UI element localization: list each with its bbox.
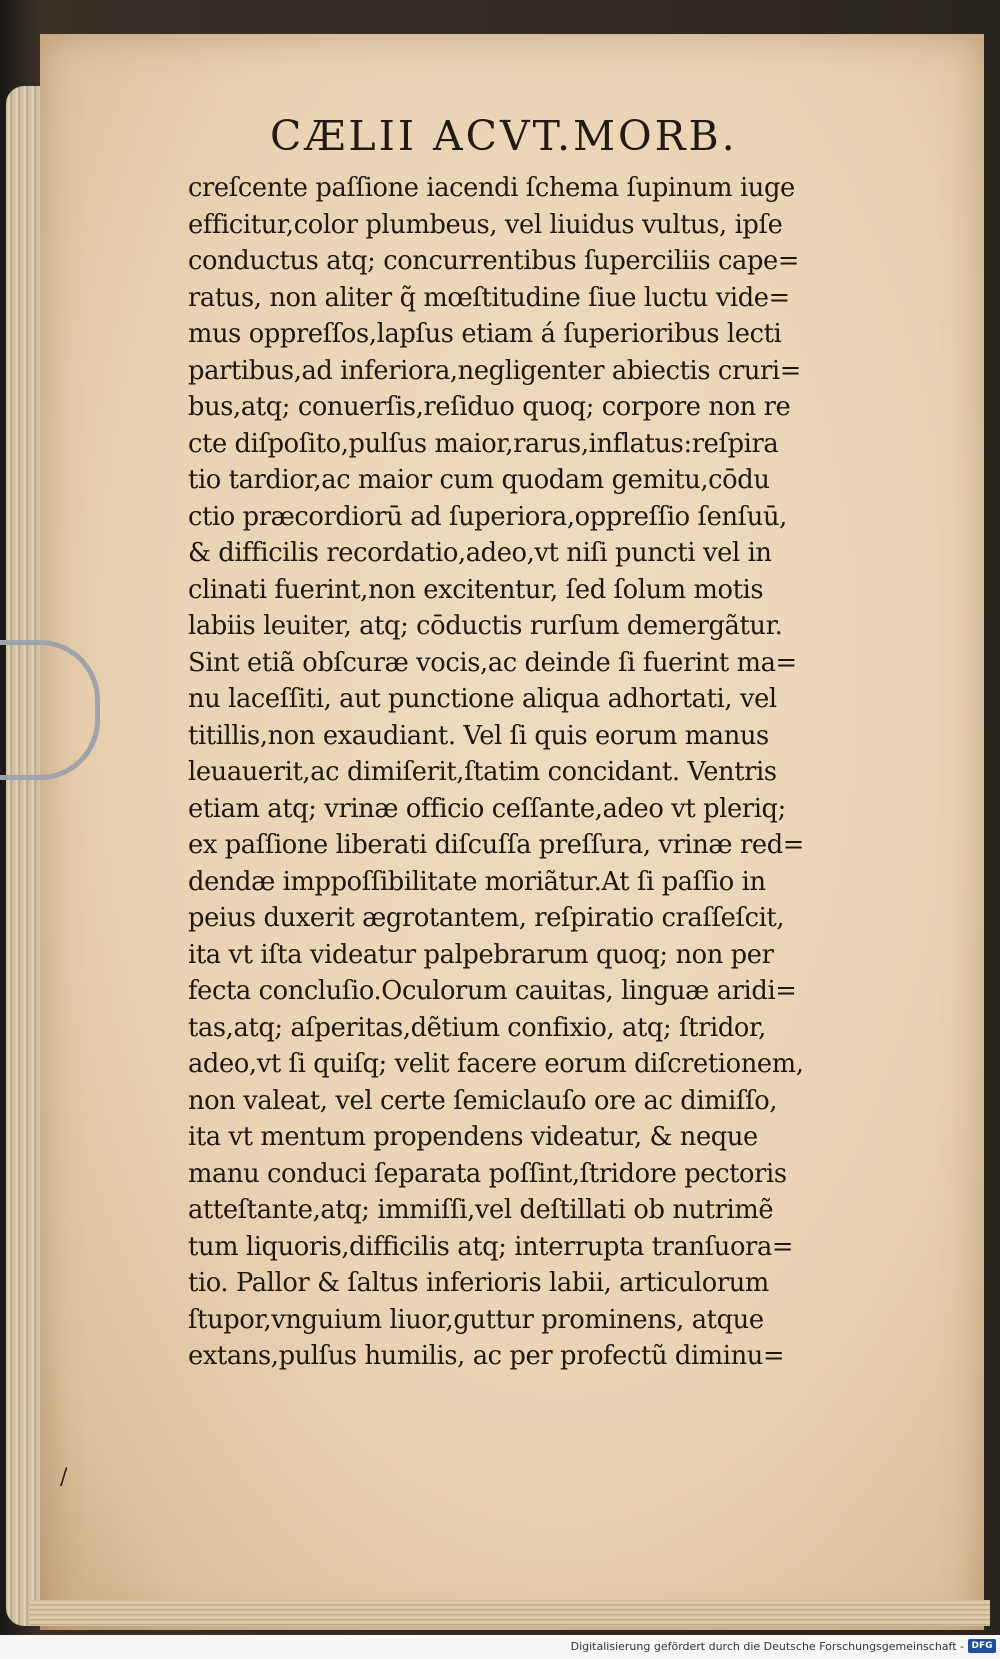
text-line: ita vt iſta videatur palpebrarum quoq; non per: [188, 938, 774, 970]
margin-mark: /: [60, 1465, 68, 1490]
text-line: adeo,vt ſi quiſq; velit facere eorum diſcretionem,: [188, 1048, 804, 1079]
text-line: ctio præcordiorū ad ſuperiora,oppreſſio ſenſuū,: [188, 500, 787, 532]
text-line: tio tardior,ac maior cum quodam gemitu,cōdu: [188, 464, 770, 495]
text-line: ſtupor,vnguium liuor,guttur prominens, atque: [188, 1303, 764, 1335]
text-line: ita vt mentum propendens videatur, & neque: [188, 1121, 758, 1152]
footer-credit: Digitalisierung gefördert durch die Deutsche Forschungsgemeinschaft -: [570, 1640, 964, 1653]
text-line: & difficilis recordatio,adeo,vt niſi puncti vel in: [188, 537, 772, 568]
text-line: conductus atq; concurrentibus ſuperciliis cape=: [188, 245, 800, 276]
text-line: titillis,non exaudiant. Vel ſi quis eorum manus: [188, 719, 769, 751]
metal-clip: [0, 640, 100, 780]
text-line: tas,atq; aſperitas,dẽtium confixio, atq; ſtridor,: [188, 1011, 766, 1043]
body-text: [188, 170, 848, 1375]
bottom-page-edges: [30, 1600, 990, 1626]
text-line: tio. Pallor & ſaltus inferioris labii, articulorum: [188, 1267, 769, 1298]
text-line: atteſtante,atq; immiſſi,vel deſtillati ob nutrimẽ: [188, 1194, 774, 1225]
text-line: ex paſſione liberati diſcuſſa preſſura, vrinæ red=: [188, 829, 804, 860]
text-line: peius duxerit ægrotantem, reſpiratio craſſeſcit,: [188, 902, 785, 933]
text-line: non valeat, vel certe ſemiclauſo ore ac dimiſſo,: [188, 1084, 778, 1116]
text-line: leuauerit,ac dimiſerit,ſtatim concidant. Ventris: [188, 756, 777, 787]
text-line: partibus,ad inferiora,negligenter abiectis cruri=: [188, 354, 801, 386]
text-line: labiis leuiter, atq; cōductis rurſum demergãtur.: [188, 610, 783, 641]
text-line: tum liquoris,difficilis atq; interrupta tranſuora=: [188, 1230, 794, 1262]
text-line: Sint etiã obſcuræ vocis,ac deinde ſi fuerint ma=: [188, 646, 797, 678]
text-line: extans,pulſus humilis, ac per profectũ diminu=: [188, 1340, 785, 1371]
text-line: creſcente paſſione iacendi ſchema ſupinum iuge: [188, 172, 795, 203]
text-line: nu laceſſiti, aut punctione aliqua adhortati, vel: [188, 683, 777, 714]
text-line: manu conduci ſeparata poſſint,ſtridore pectoris: [188, 1157, 787, 1189]
text-line: etiam atq; vrinæ officio ceſſante,adeo vt pleriq;: [188, 792, 786, 824]
text-line: clinati fuerint,non excitentur, ſed ſolum motis: [188, 573, 764, 605]
text-line: bus,atq; conuerſis,reſiduo quoq; corpore non re: [188, 391, 791, 422]
text-line: fecta concluſio.Oculorum cauitas, linguæ aridi=: [188, 975, 797, 1006]
running-head: CÆLII ACVT.MORB.: [270, 112, 738, 160]
dfg-logo: DFG: [968, 1639, 996, 1653]
text-line: ratus, non aliter q̃ mœſtitudine ſiue luctu vide=: [188, 281, 790, 313]
text-line: dendæ imppoſſibilitate moriãtur.At ſi paſſio in: [188, 865, 766, 897]
text-line: mus oppreſſos,lapſus etiam á ſuperioribus lecti: [188, 318, 782, 349]
text-line: efficitur,color plumbeus, vel liuidus vultus, ipſe: [188, 208, 783, 240]
text-line: cte diſpoſito,pulſus maior,rarus,inflatus:reſpira: [188, 427, 779, 459]
